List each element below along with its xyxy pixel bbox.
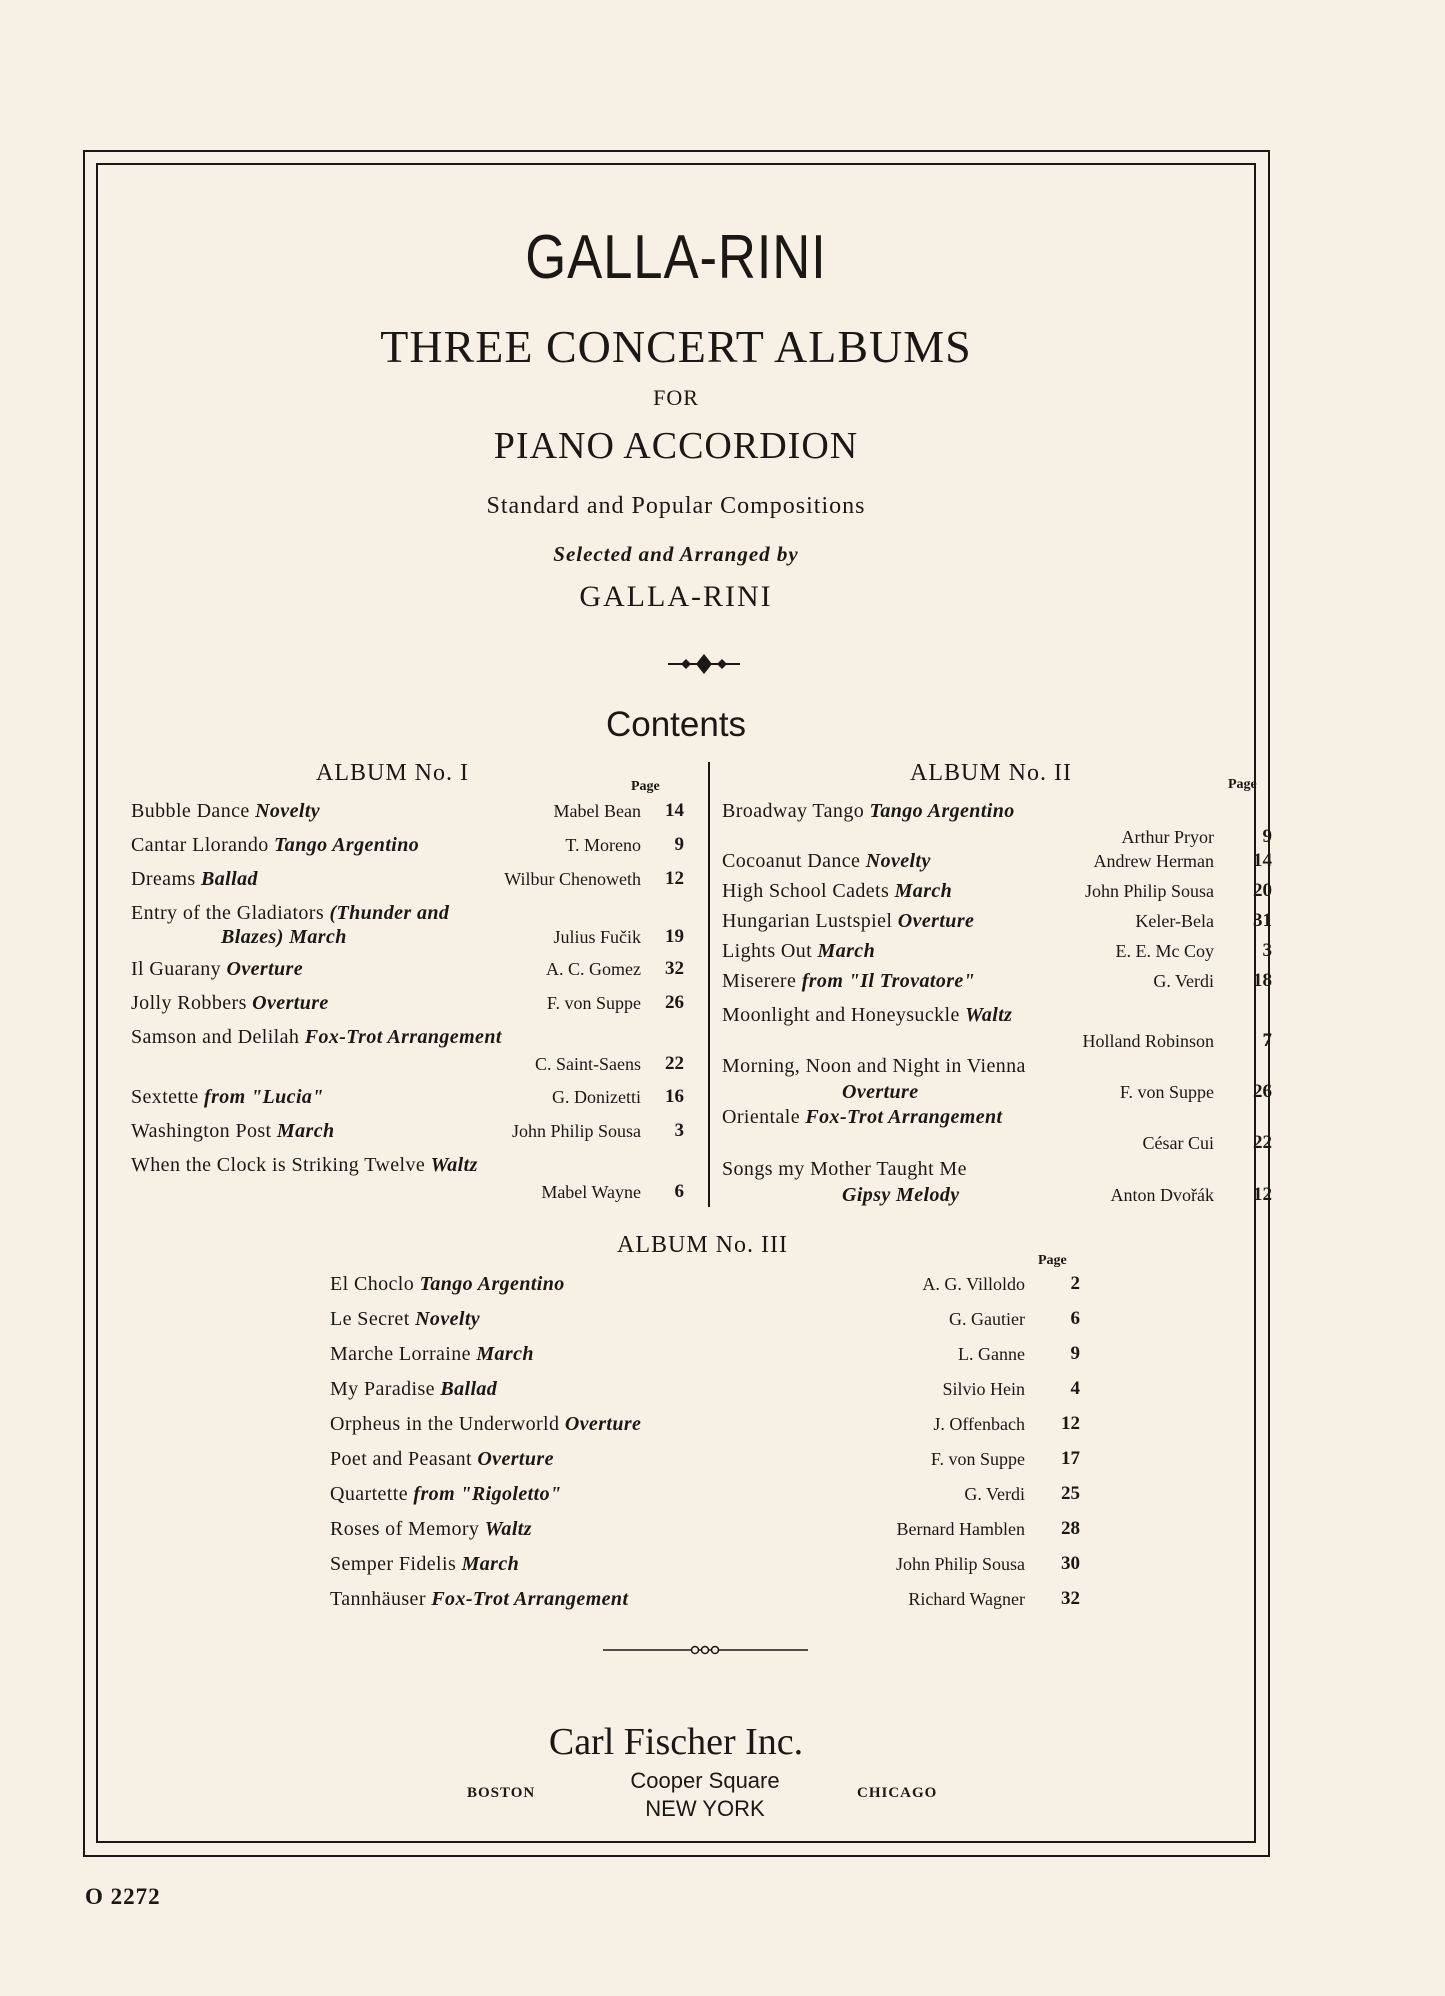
album2-song-style: Overture	[897, 910, 975, 932]
album2-composer: César Cui	[1142, 1133, 1214, 1153]
album3-page-number: 25	[1061, 1483, 1080, 1504]
album1-song-style: Waltz	[430, 1154, 478, 1176]
album2-page-number: 18	[1253, 970, 1272, 991]
album1-song-title: Washington Post	[131, 1120, 272, 1142]
album1-song-title: Cantar Llorando	[131, 834, 269, 856]
album3-entry-title	[330, 1483, 561, 1506]
album2-entry-title	[722, 1158, 967, 1181]
album3-composer: A. G. Villoldo	[922, 1274, 1025, 1294]
album1-page-number: 22	[665, 1053, 684, 1074]
album3-entry-title	[330, 1308, 480, 1331]
album2-composer: Andrew Herman	[1093, 851, 1214, 871]
album3-song-title: Le Secret	[330, 1308, 410, 1330]
city-new-york: NEW YORK	[645, 1796, 765, 1821]
album1-song-title: Samson and Delilah	[131, 1026, 300, 1048]
album1-page-number: 26	[665, 992, 684, 1013]
album1-composer: F. von Suppe	[546, 993, 641, 1013]
album2-page-number: 26	[1253, 1081, 1272, 1102]
album3-entry-title	[330, 1518, 532, 1541]
album1-entry-title	[131, 958, 303, 981]
album1-song-style: Novelty	[255, 800, 321, 822]
album1-title: ALBUM No. I	[316, 760, 469, 786]
album2-song-style: March	[894, 880, 953, 902]
album3-song-style: Ballad	[440, 1378, 498, 1400]
album1-page-number: 3	[674, 1120, 684, 1141]
album3-song-style: Fox-Trot Arrangement	[431, 1588, 629, 1610]
album3-song-style: March	[476, 1343, 534, 1365]
album1-page-header: Page	[631, 779, 660, 794]
album3-song-style: Novelty	[415, 1308, 481, 1330]
album2-song-title: Orientale	[722, 1106, 801, 1128]
album1-page-number: 16	[665, 1086, 684, 1107]
album3-entry-title	[330, 1343, 534, 1366]
album1-composer: T. Moreno	[565, 835, 641, 855]
catalog-code: O 2272	[85, 1884, 161, 1909]
album3-song-title: Roses of Memory	[330, 1518, 480, 1540]
arranged-by: Selected and Arranged by	[553, 542, 799, 566]
album2-composer: Holland Robinson	[1082, 1031, 1214, 1051]
album2-song-title: Lights Out	[722, 940, 813, 962]
album3-entry-title	[330, 1413, 641, 1436]
album2-entry-title	[722, 1106, 1003, 1129]
album2-song-style: Tango Argentino	[869, 800, 1015, 822]
album2-song-title: High School Cadets	[722, 880, 890, 902]
album1-composer: C. Saint-Saens	[535, 1054, 641, 1074]
album1-composer: G. Donizetti	[552, 1087, 641, 1107]
album3-composer: L. Ganne	[958, 1344, 1025, 1364]
album3-composer: Bernard Hamblen	[896, 1519, 1025, 1539]
album2-composer: Arthur Pryor	[1121, 827, 1214, 847]
album3-composer: G. Verdi	[964, 1484, 1025, 1504]
album1-song-style: Ballad	[201, 868, 258, 890]
album1-song-style: Blazes) March	[221, 926, 347, 948]
album3-page-number: 30	[1061, 1553, 1080, 1574]
album2-entry-style-cont	[842, 1081, 919, 1104]
main-title: GALLA-RINI	[525, 223, 827, 292]
album1-song-style: (Thunder and	[329, 902, 450, 924]
album1-entry-title	[131, 902, 449, 925]
album2-song-title: Songs my Mother Taught Me	[722, 1158, 967, 1180]
ornament-icon	[668, 652, 740, 676]
album2-entry-title	[722, 1004, 1012, 1027]
album1-entry-title	[131, 800, 320, 823]
album3-page-number: 12	[1061, 1413, 1080, 1434]
album2-composer: F. von Suppe	[1119, 1082, 1214, 1102]
album2-title: ALBUM No. II	[910, 760, 1072, 786]
album1-entry-title	[131, 868, 258, 891]
album3-page-header: Page	[1038, 1253, 1067, 1268]
album1-song-style: Overture	[252, 992, 329, 1014]
city-chicago: CHICAGO	[857, 1785, 938, 1801]
album2-page-number: 3	[1262, 940, 1272, 961]
album3-page-number: 6	[1070, 1308, 1080, 1329]
album1-page-number: 9	[674, 834, 684, 855]
album2-song-style: Novelty	[865, 850, 931, 872]
album2-song-style: Fox-Trot Arrangement	[805, 1106, 1003, 1128]
album1-page-number: 14	[665, 800, 684, 821]
album1-page-number: 12	[665, 868, 684, 889]
album1-song-title: When the Clock is Striking Twelve	[131, 1154, 426, 1176]
album3-page-number: 4	[1070, 1378, 1080, 1399]
album2-composer: John Philip Sousa	[1084, 881, 1214, 901]
album2-entry-title	[722, 940, 875, 963]
album3-song-title: Tannhäuser	[330, 1588, 426, 1610]
album1-composer: A. C. Gomez	[546, 959, 641, 979]
album1-page-number: 32	[665, 958, 684, 979]
album1-song-title: Sextette	[131, 1086, 199, 1108]
album2-song-style: from "Il Trovatore"	[801, 970, 976, 992]
album2-entry-title	[722, 970, 975, 993]
album1-entry-title	[131, 992, 329, 1015]
album3-composer: Silvio Hein	[942, 1379, 1025, 1399]
album3-song-title: Quartette	[330, 1483, 409, 1505]
album2-page-header: Page	[1228, 777, 1257, 792]
album2-page-number: 31	[1253, 910, 1272, 931]
album3-composer: Richard Wagner	[908, 1589, 1025, 1609]
album1-song-title: Bubble Dance	[131, 800, 250, 822]
album2-entry-title	[722, 880, 952, 903]
album2-entry-title	[722, 1055, 1026, 1078]
album2-composer: Anton Dvořák	[1110, 1185, 1214, 1205]
album1-composer: Julius Fučik	[553, 927, 641, 947]
album1-entry-title	[131, 1026, 502, 1049]
album2-song-title: Hungarian Lustspiel	[722, 910, 893, 932]
album1-song-title: Il Guarany	[131, 958, 222, 980]
album1-composer: Mabel Wayne	[541, 1182, 641, 1202]
album3-entry-title	[330, 1273, 565, 1296]
album2-entry-style-cont	[842, 1184, 960, 1207]
arranger-name: GALLA-RINI	[579, 580, 773, 613]
album1-song-style: from "Lucia"	[204, 1086, 324, 1108]
album3-composer: G. Gautier	[949, 1309, 1025, 1329]
album2-song-title: Miserere	[722, 970, 797, 992]
album1-entry-title	[131, 1154, 478, 1177]
album3-song-style: Tango Argentino	[419, 1273, 565, 1295]
album3-song-title: Poet and Peasant	[330, 1448, 472, 1470]
album2-song-style: Overture	[842, 1081, 919, 1103]
album3-composer: J. Offenbach	[933, 1414, 1025, 1434]
description: Standard and Popular Compositions	[486, 493, 866, 519]
album1-entry-title	[131, 1120, 335, 1143]
publisher-name: Carl Fischer Inc.	[548, 1721, 804, 1763]
album3-song-title: El Choclo	[330, 1273, 415, 1295]
album3-entry-title	[330, 1588, 628, 1611]
album2-page-number: 7	[1262, 1030, 1272, 1051]
album2-composer: G. Verdi	[1153, 971, 1214, 991]
album1-page-number: 19	[665, 926, 684, 947]
album2-page-number: 14	[1253, 850, 1272, 871]
album1-song-style: March	[276, 1120, 335, 1142]
publisher-address: Cooper Square	[630, 1768, 780, 1793]
album3-song-title: My Paradise	[330, 1378, 435, 1400]
album3-title: ALBUM No. III	[617, 1232, 788, 1258]
album1-composer: Wilbur Chenoweth	[504, 869, 641, 889]
album2-song-title: Moonlight and Honeysuckle	[722, 1004, 960, 1026]
album1-composer: John Philip Sousa	[511, 1121, 641, 1141]
album3-entry-title	[330, 1378, 497, 1401]
album3-song-style: Overture	[477, 1448, 554, 1470]
album3-page-number: 32	[1061, 1588, 1080, 1609]
album3-page-number: 2	[1070, 1273, 1080, 1294]
album2-entry-title	[722, 800, 1015, 823]
album3-page-number: 28	[1061, 1518, 1080, 1539]
album2-composer: Keler-Bela	[1135, 911, 1214, 931]
album1-entry-title	[131, 1086, 324, 1109]
album3-song-style: Waltz	[484, 1518, 532, 1540]
album3-song-title: Orpheus in the Underworld	[330, 1413, 560, 1435]
album2-page-number: 22	[1253, 1132, 1272, 1153]
album3-composer: John Philip Sousa	[895, 1554, 1025, 1574]
album2-entry-title	[722, 910, 974, 933]
album2-song-title: Broadway Tango	[722, 800, 865, 822]
album2-song-style: March	[817, 940, 876, 962]
column-divider	[708, 762, 710, 1207]
album3-song-title: Semper Fidelis	[330, 1553, 457, 1575]
album1-song-style: Fox-Trot Arrangement	[304, 1026, 502, 1048]
album3-entry-title	[330, 1553, 519, 1576]
for-label: FOR	[653, 385, 699, 410]
album1-song-style: Overture	[226, 958, 304, 980]
album1-song-title: Dreams	[131, 868, 196, 890]
album3-song-title: Marche Lorraine	[330, 1343, 471, 1365]
album2-page-number: 12	[1253, 1184, 1272, 1205]
album2-composer: E. E. Mc Coy	[1115, 941, 1214, 961]
album3-page-number: 17	[1061, 1448, 1080, 1469]
album3-page-number: 9	[1070, 1343, 1080, 1364]
album3-composer: F. von Suppe	[930, 1449, 1025, 1469]
album1-song-title: Entry of the Gladiators	[131, 902, 325, 924]
album1-song-title: Jolly Robbers	[131, 992, 247, 1014]
album1-page-number: 6	[674, 1181, 684, 1202]
album2-entry-title	[722, 850, 931, 873]
album2-page-number: 9	[1262, 826, 1272, 847]
footer-rule-icon	[603, 1643, 808, 1657]
album2-song-style: Gipsy Melody	[842, 1184, 960, 1206]
album2-page-number: 20	[1253, 880, 1272, 901]
album2-song-title: Morning, Noon and Night in Vienna	[722, 1055, 1026, 1077]
album-subtitle: THREE CONCERT ALBUMS	[380, 321, 972, 372]
album2-song-title: Cocoanut Dance	[722, 850, 861, 872]
album1-composer: Mabel Bean	[553, 801, 641, 821]
album1-entry-title	[131, 834, 419, 857]
album3-song-style: from "Rigoletto"	[413, 1483, 562, 1505]
city-boston: BOSTON	[467, 1785, 536, 1801]
album3-song-style: March	[461, 1553, 520, 1575]
contents-heading: Contents	[605, 705, 747, 744]
instrument-label: PIANO ACCORDION	[493, 425, 859, 467]
album1-entry-style-cont	[221, 926, 347, 949]
album2-song-style: Waltz	[965, 1004, 1013, 1026]
album3-entry-title	[330, 1448, 554, 1471]
album1-song-style: Tango Argentino	[274, 834, 420, 856]
album3-song-style: Overture	[564, 1413, 642, 1435]
